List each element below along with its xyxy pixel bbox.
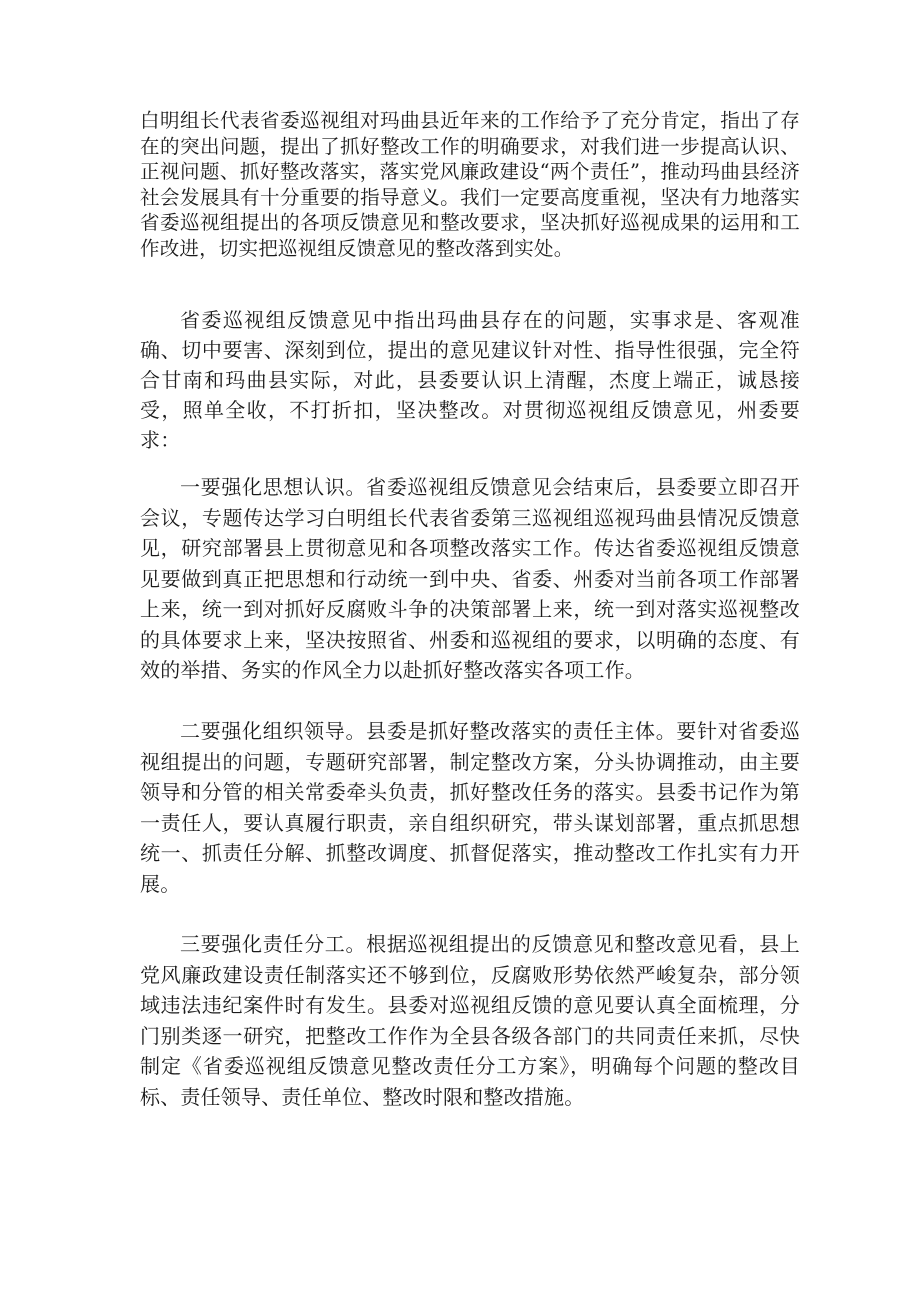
paragraph-feedback-assessment: 省委巡视组反馈意见中指出玛曲县存在的问题，实事求是、客观准确、切中要害、深刻到位，提出的意见建议针对性、指导性很强，完全符合甘南和玛曲县实际，对此，县委要认识上清醒，杰度上端正，诚恳接受，照单全收，不打折扣，坚决整改。对贯彻巡视组反馈意见，州委要求： [140,308,800,452]
paragraph-intro: 白明组长代表省委巡视组对玛曲县近年来的工作给予了充分肯定，指出了存在的突出问题，提出了抓好整改工作的明确要求，对我们进一步提高认识、正视问题、抓好整改落实，落实党风廉政建设“两个责任”，推动玛曲县经济社会发展具有十分重要的指导意义。我们一定要高度重视，坚决有力地落实省委巡视组提出的各项反馈意见和整改要求，坚决抓好巡视成果的运用和工作改进，切实把巡视组反馈意见的整改落到实处。 [140,109,800,260]
paragraph-requirement-2: 二要强化组织领导。县委是抓好整改落实的责任主体。要针对省委巡视组提出的问题，专题研究部署，制定整改方案，分头协调推动，由主要领导和分管的相关常委牵头负责，抓好整改任务的落实。县委书记作为第一责任人，要认真履行职责，亲自组织研究，带头谋划部署，重点抓思想统一、抓责任分解、抓整改调度、抓督促落实，推动整改工作扎实有力开展。 [140,719,800,896]
paragraph-requirement-1: 一要强化思想认识。省委巡视组反馈意见会结束后，县委要立即召开会议，专题传达学习白明组长代表省委第三巡视组巡视玛曲县情况反馈意见，研究部署县上贯彻意见和各项整改落实工作。传达省委巡视组反馈意见要做到真正把思想和行动统一到中央、省委、州委对当前各项工作部署上来，统一到对抓好反腐败斗争的决策部署上来，统一到对落实巡视整改的具体要求上来，坚决按照省、州委和巡视组的要求，以明确的态度、有效的举措、务实的作风全力以赴抓好整改落实各项工作。 [140,475,800,682]
paragraph-requirement-3: 三要强化责任分工。根据巡视组提出的反馈意见和整改意见看，县上党风廉政建设责任制落实还不够到位，反腐败形势依然严峻复杂，部分领域违法违纪案件时有发生。县委对巡视组反馈的意见要认真全面梳理，分门别类逐一研究，把整改工作作为全县各级各部门的共同责任来抓，尽快制定《省委巡视组反馈意见整改责任分工方案》，明确每个问题的整改目标、责任领导、责任单位、整改时限和整改措施。 [140,932,800,1109]
